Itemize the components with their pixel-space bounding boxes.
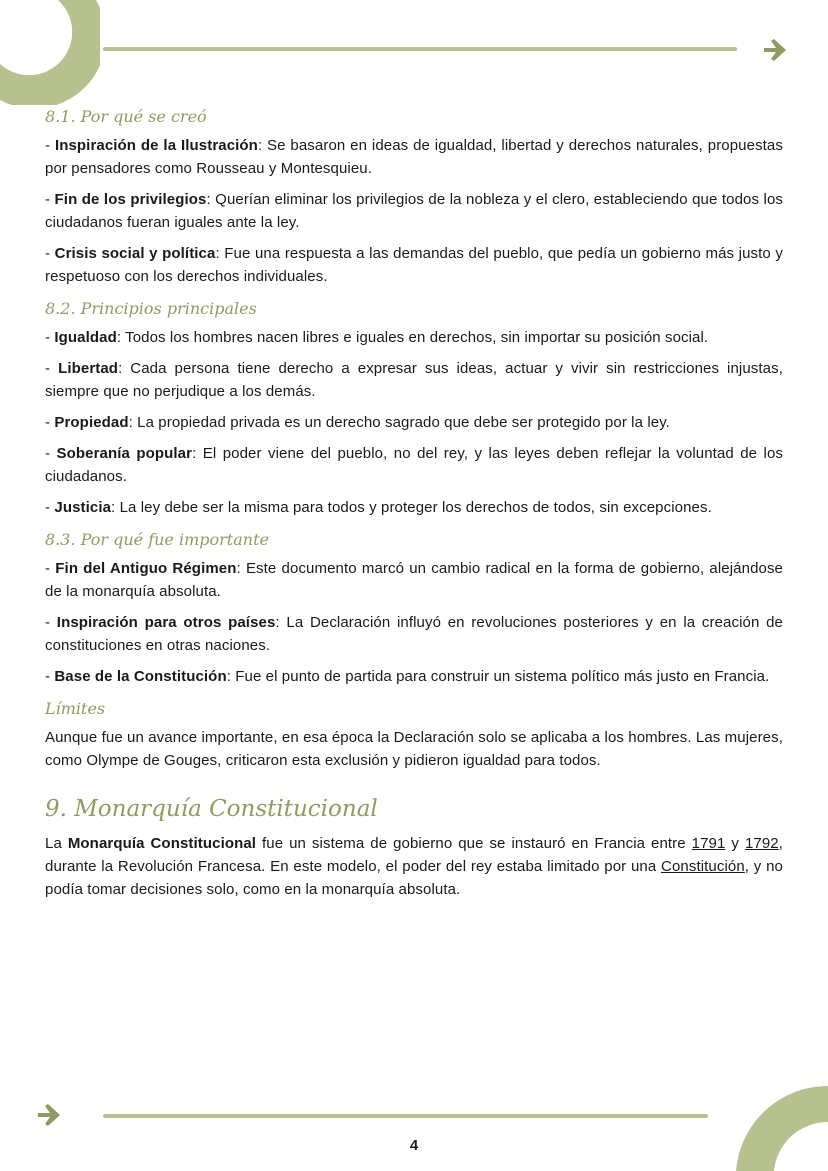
page-number: 4: [409, 1137, 419, 1154]
bottom-divider-line: [103, 1114, 708, 1118]
list-item: - Justicia: La ley debe ser la misma para todos y proteger los derechos de todos, sin excepciones.: [45, 499, 712, 516]
monarchy-paragraph: La Monarquía Constitucional fue un sistema de gobierno que se instauró en Francia entre 1791 y 1792, durante la Revolución Francesa. En este modelo, el poder del rey estaba limitado por una Constitución, y no podía tomar decisiones solo, como en la monarquía absoluta.: [45, 835, 783, 898]
list-item: - Inspiración para otros países: La Declaración influyó en revoluciones posteriores y en la creación de constituciones en otras naciones.: [45, 614, 783, 654]
page-content: [45, 106, 783, 909]
subheading-limits: Límites: [45, 699, 106, 718]
list-item: - Soberanía popular: El poder viene del pueblo, no del rey, y las leyes deben reflejar la voluntad de los ciudadanos.: [45, 445, 784, 485]
arrow-right-icon: [36, 1103, 62, 1127]
subheading-8-3: 8.3. Por qué fue importante: [45, 530, 269, 549]
list-item: - Inspiración de la Ilustración: Se basaron en ideas de igualdad, libertad y derechos naturales, propuestas por pensadores como Rousseau y Montesquieu.: [45, 137, 783, 177]
list-item: - Fin de los privilegios: Querían eliminar los privilegios de la nobleza y el clero, estableciendo que todos los ciudadanos fueran iguales ante la ley.: [45, 191, 783, 231]
year-1791-link[interactable]: 1791: [691, 835, 726, 852]
section-heading-9: 9. Monarquía Constitucional: [45, 796, 378, 822]
list-item: - Propiedad: La propiedad privada es un derecho sagrado que debe ser protegido por la ley.: [45, 414, 670, 431]
list-item: - Fin del Antiguo Régimen: Este documento marcó un cambio radical en la forma de gobierno, alejándose de la monarquía absoluta.: [45, 560, 783, 600]
bottom-right-ring-decoration: [728, 1078, 828, 1171]
list-item: - Base de la Constitución: Fue el punto de partida para construir un sistema político más justo en Francia.: [45, 668, 770, 685]
top-divider-line: [103, 47, 737, 51]
subheading-8-1: 8.1. Por qué se creó: [45, 107, 207, 126]
constitution-link[interactable]: Constitución: [661, 858, 745, 875]
arrow-right-icon: [762, 38, 788, 62]
top-left-ring-decoration: [0, 0, 100, 105]
list-item: - Igualdad: Todos los hombres nacen libres e iguales en derechos, sin importar su posición social.: [45, 329, 709, 346]
subheading-8-2: 8.2. Principios principales: [45, 299, 257, 318]
list-item: - Crisis social y política: Fue una respuesta a las demandas del pueblo, que pedía un gobierno más justo y respetuoso con los derechos individuales.: [45, 245, 783, 285]
limits-paragraph: Aunque fue un avance importante, en esa época la Declaración solo se aplicaba a los hombres. Las mujeres, como Olympe de Gouges, criticaron esta exclusión y pidieron igualdad para todos.: [45, 729, 783, 769]
list-item: - Libertad: Cada persona tiene derecho a expresar sus ideas, actuar y vivir sin restricciones injustas, siempre que no perjudique a los demás.: [45, 360, 783, 400]
year-1792-link[interactable]: 1792: [744, 835, 779, 852]
